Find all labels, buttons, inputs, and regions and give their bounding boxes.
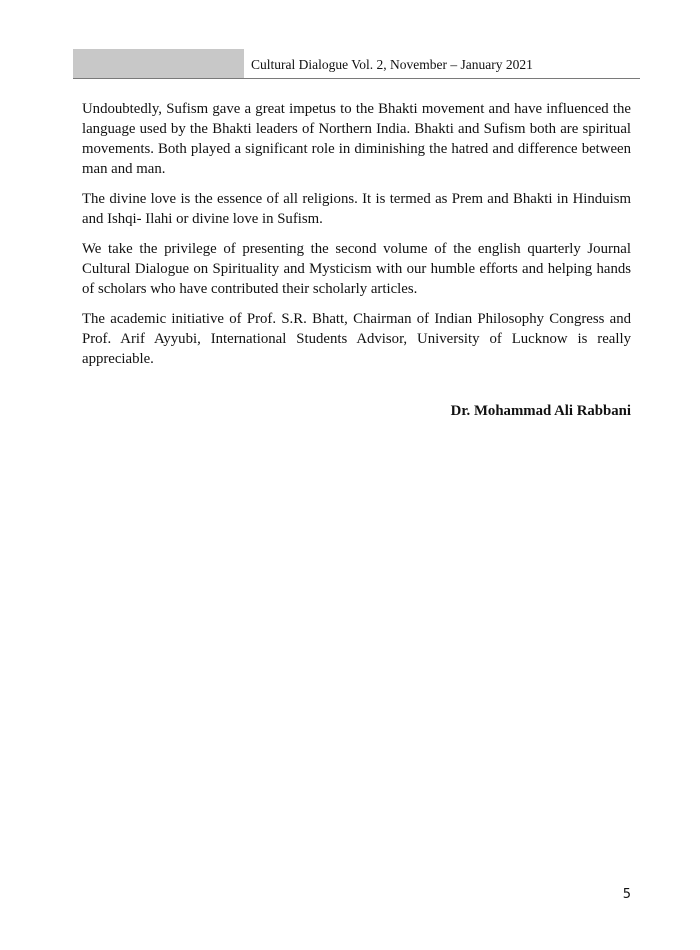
paragraph-1: Undoubtedly, Sufism gave a great impetus to the Bhakti movement and have influenced the language used by the Bhakti leaders of Northern India. Bhakti and Sufism both are spiritual movements. Both played a significant role in diminishing the hatred and difference between man and man.: [82, 101, 631, 177]
paragraph-3: We take the privilege of presenting the second volume of the english quarterly Journal Cultural Dialogue on Spirituality and Mysticism with our humble efforts and helping hands of scholars who have contributed their scholarly articles.: [82, 241, 631, 297]
header-divider: [73, 78, 640, 79]
author-signature: Dr. Mohammad Ali Rabbani: [450, 403, 631, 419]
paragraph-2: The divine love is the essence of all religions. It is termed as Prem and Bhakti in Hinduism and Ishqi- Ilahi or divine love in Sufism.: [82, 191, 631, 227]
editorial-body: [82, 99, 631, 379]
paragraph-4: The academic initiative of Prof. S.R. Bhatt, Chairman of Indian Philosophy Congress and Prof. Arif Ayyubi, International Students Advisor, University of Lucknow is really appreciable.: [82, 311, 631, 367]
running-header: [73, 49, 640, 79]
header-shaded-block: [73, 49, 244, 78]
journal-header-title: Cultural Dialogue Vol. 2, November – January 2021: [251, 57, 533, 72]
page-number: 5: [622, 887, 631, 902]
